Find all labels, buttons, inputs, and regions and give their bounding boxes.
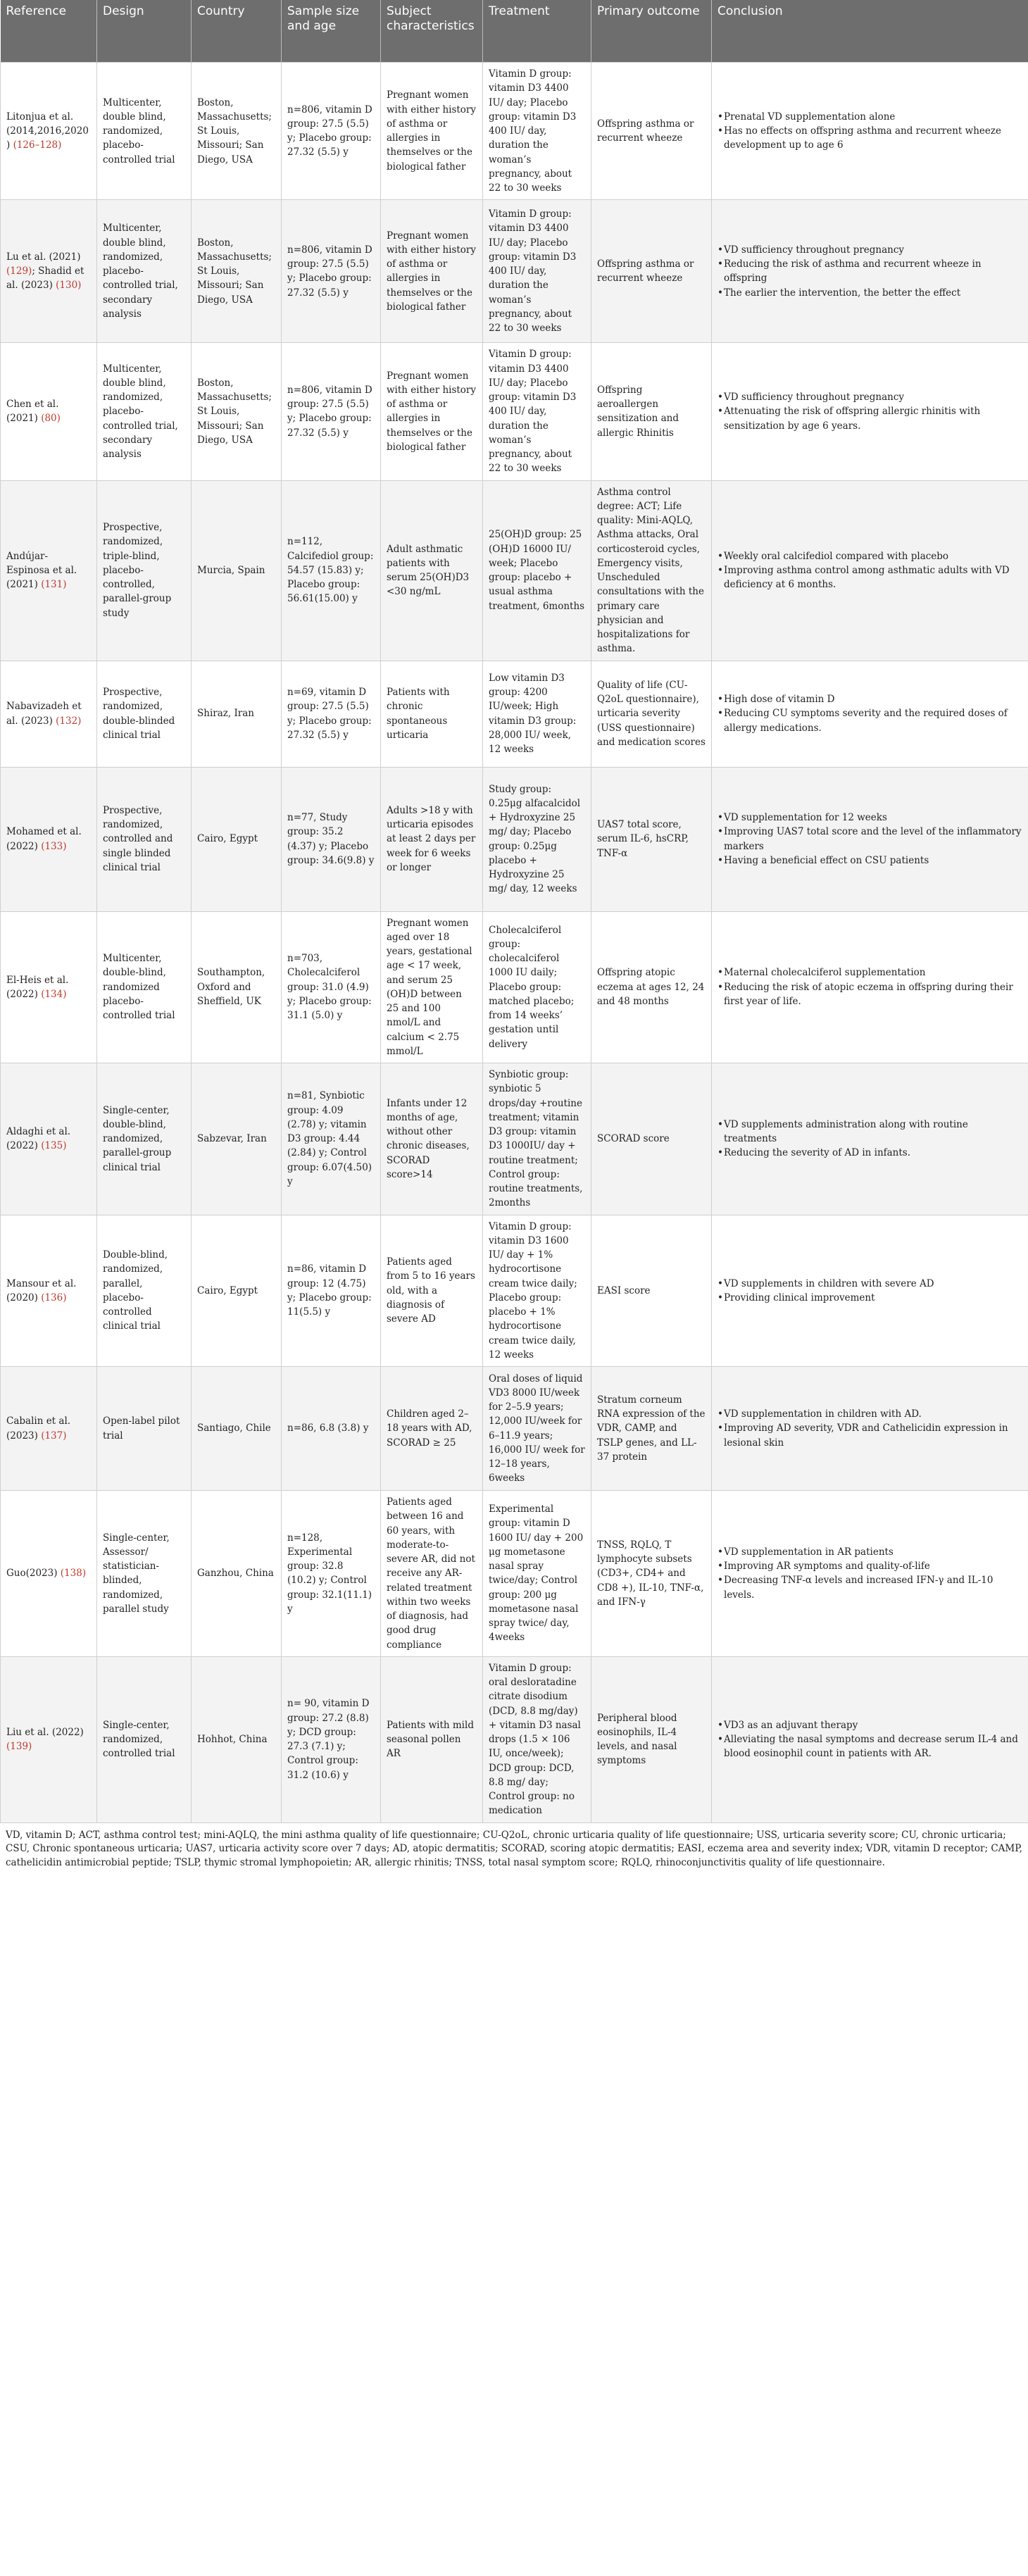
cell-design: Double-blind, randomized, parallel, placebo-controlled clinical trial	[97, 1215, 192, 1367]
reference-text: Cabalin et al. (2023)	[6, 1415, 71, 1442]
conclusion-item: • Reducing CU symptoms severity and the required doses of allergy medications.	[717, 706, 1022, 735]
cell-design: Open-label pilot trial	[97, 1367, 192, 1491]
conclusion-list	[717, 549, 1022, 592]
cell-outcome: Asthma control degree: ACT; Life quality: Mini-AQLQ, Asthma attacks, Oral corticosteroid cycles, Emergency visits, Unscheduled consultations with the primary care physician and hospitalizations for asthma.	[591, 480, 712, 661]
cell-subjects: Patients with chronic spontaneous urticaria	[381, 661, 483, 767]
table-row	[1, 200, 1028, 343]
cell-outcome: Offspring atopic eczema at ages 12, 24 and 48 months	[591, 911, 712, 1063]
cell-outcome: Quality of life (CU-Q2oL questionnaire), urticaria severity (USS questionnaire) and medication scores	[591, 661, 712, 767]
cell-subjects: Pregnant women with either history of asthma or allergies in themselves or the biological father	[381, 63, 483, 200]
cell-country: Ganzhou, China	[192, 1491, 282, 1657]
cell-subjects: Pregnant women aged over 18 years, gestational age < 17 week, and serum 25 (OH)D between 25 and 100 nmol/L and calcium < 2.75 mmol/L	[381, 911, 483, 1063]
cell-treatment: Vitamin D group: vitamin D3 4400 IU/ day; Placebo group: vitamin D3 400 IU/ day, duration the woman’s pregnancy, about 22 to 30 weeks	[483, 63, 591, 200]
cell-subjects: Infants under 12 months of age, without other chronic diseases, SCORAD score>14	[381, 1063, 483, 1215]
cell-conclusion	[712, 1215, 1028, 1367]
cell-design: Multicenter, double-blind, randomized placebo-controlled trial	[97, 911, 192, 1063]
table-row	[1, 767, 1028, 911]
table-row	[1, 480, 1028, 661]
cell-country: Santiago, Chile	[192, 1367, 282, 1491]
header-row	[1, 0, 1028, 63]
conclusion-item: • Weekly oral calcifediol compared with placebo	[717, 549, 1022, 563]
cell-subjects: Adult asthmatic patients with serum 25(OH)D3 <30 ng/mL	[381, 480, 483, 661]
reference-link[interactable]: (138)	[60, 1568, 87, 1580]
cell-conclusion	[712, 1656, 1028, 1822]
cell-reference	[1, 1656, 97, 1822]
cell-reference	[1, 1215, 97, 1367]
table-row	[1, 63, 1028, 200]
conclusion-list	[717, 811, 1022, 868]
cell-reference	[1, 1367, 97, 1491]
cell-country: Sabzevar, Iran	[192, 1063, 282, 1215]
reference-text: ; Shadid et al. (2023)	[6, 265, 84, 292]
cell-conclusion	[712, 63, 1028, 200]
cell-outcome: Peripheral blood eosinophils, IL-4 levels, and nasal symptoms	[591, 1656, 712, 1822]
reference-link[interactable]: (133)	[41, 840, 67, 852]
reference-link[interactable]: (131)	[41, 579, 67, 591]
cell-design: Single-center, randomized, controlled trial	[97, 1656, 192, 1822]
cell-subjects: Pregnant women with either history of asthma or allergies in themselves or the biological father	[381, 200, 483, 343]
conclusion-item: • Improving UAS7 total score and the level of the inflammatory markers	[717, 825, 1022, 854]
conclusion-item: • VD sufficiency throughout pregnancy	[717, 390, 1022, 404]
table-row	[1, 1215, 1028, 1367]
cell-outcome: Stratum corneum RNA expression of the VDR, CAMP, and TSLP genes, and LL-37 protein	[591, 1367, 712, 1491]
table-row	[1, 1063, 1028, 1215]
conclusion-list	[717, 1718, 1022, 1761]
conclusion-item: • High dose of vitamin D	[717, 692, 1022, 706]
conclusion-item: • Maternal cholecalciferol supplementation	[717, 965, 1022, 980]
cell-conclusion	[712, 343, 1028, 480]
cell-country: Southampton, Oxford and Sheffield, UK	[192, 911, 282, 1063]
conclusion-list	[717, 1277, 1022, 1306]
conclusion-list	[717, 1545, 1022, 1602]
cell-sample: n=69, vitamin D group: 27.5 (5.5) y; Placebo group: 27.32 (5.5) y	[282, 661, 381, 767]
cell-conclusion	[712, 200, 1028, 343]
conclusion-item: • Providing clinical improvement	[717, 1291, 1022, 1305]
cell-treatment: Vitamin D group: vitamin D3 4400 IU/ day; Placebo group: vitamin D3 400 IU/ day, duration the woman’s pregnancy, about 22 to 30 weeks	[483, 343, 591, 480]
conclusion-item: • Improving AR symptoms and quality-of-life	[717, 1559, 1022, 1573]
header-sample: Sample size and age	[282, 0, 381, 63]
reference-link[interactable]: (126–128)	[13, 139, 62, 151]
cell-treatment: Low vitamin D3 group: 4200 IU/week; High vitamin D3 group: 28,000 IU/ week, 12 weeks	[483, 661, 591, 767]
reference-text: Lu et al. (2021)	[6, 251, 81, 263]
conclusion-list	[717, 390, 1022, 433]
reference-link[interactable]: (130)	[56, 280, 82, 292]
cell-treatment: 25(OH)D group: 25 (OH)D 16000 IU/ week; Placebo group: placebo + usual asthma treatment, 6months	[483, 480, 591, 661]
cell-reference	[1, 767, 97, 911]
cell-outcome: EASI score	[591, 1215, 712, 1367]
conclusion-item: • Alleviating the nasal symptoms and decrease serum IL-4 and blood eosinophil count in patients with AR.	[717, 1732, 1022, 1761]
conclusion-item: • VD supplements administration along with routine treatments	[717, 1118, 1022, 1146]
conclusion-item: • VD sufficiency throughout pregnancy	[717, 243, 1022, 257]
reference-text: Aldaghi et al. (2022)	[6, 1126, 71, 1152]
cell-conclusion	[712, 1367, 1028, 1491]
footnote: VD, vitamin D; ACT, asthma control test; mini-AQLQ, the mini asthma quality of life questionnaire; CU-Q2oL, chronic urticaria quality of life questionnaire; USS, urticaria severity score; CU, chronic urticaria; CSU, Chronic spontaneous urticaria; UAS7, urticaria activity score over 7 days; AD, atopic dermatitis; SCORAD, scoring atopic dermatitis; EASI, eczema area and severity index; VDR, vitamin D receptor; CAMP, cathelicidin antimicrobial peptide; TSLP, thymic stromal lymphopoietin; AR, allergic rhinitis; TNSS, total nasal symptom score; RQLQ, rhinoconjunctivitis quality of life questionnaire.	[6, 1829, 1022, 1868]
cell-reference	[1, 480, 97, 661]
conclusion-item: • VD supplements in children with severe AD	[717, 1277, 1022, 1291]
conclusion-list	[717, 965, 1022, 1008]
cell-design: Multicenter, double blind, randomized, placebo-controlled trial	[97, 63, 192, 200]
table-row	[1, 661, 1028, 767]
cell-country: Cairo, Egypt	[192, 767, 282, 911]
cell-reference	[1, 1063, 97, 1215]
conclusion-item: • Decreasing TNF-α levels and increased IFN-γ and IL-10 levels.	[717, 1573, 1022, 1602]
cell-conclusion	[712, 1491, 1028, 1657]
conclusion-item: • Reducing the severity of AD in infants.	[717, 1146, 1022, 1160]
cell-conclusion	[712, 480, 1028, 661]
conclusion-item: • Prenatal VD supplementation alone	[717, 110, 1022, 124]
cell-subjects: Patients aged between 16 and 60 years, with moderate-to-severe AR, did not receive any AR-related treatment within two weeks of diagnosis, had good drug compliance	[381, 1491, 483, 1657]
cell-treatment: Vitamin D group: vitamin D3 1600 IU/ day + 1% hydrocortisone cream twice daily; Placebo group: placebo + 1% hydrocortisone cream twice daily, 12 weeks	[483, 1215, 591, 1367]
cell-treatment: Study group: 0.25μg alfacalcidol + Hydroxyzine 25 mg/ day; Placebo group: 0.25μg placebo + Hydroxyzine 25 mg/ day, 12 weeks	[483, 767, 591, 911]
conclusion-item: • Improving AD severity, VDR and Cathelicidin expression in lesional skin	[717, 1421, 1022, 1450]
reference-text: El-Heis et al. (2022)	[6, 974, 69, 1000]
cell-treatment: Vitamin D group: vitamin D3 4400 IU/ day; Placebo group: vitamin D3 400 IU/ day, duration the woman’s pregnancy, about 22 to 30 weeks	[483, 200, 591, 343]
cell-conclusion	[712, 1063, 1028, 1215]
cell-treatment: Experimental group: vitamin D 1600 IU/ day + 200 μg mometasone nasal spray twice/day; Control group: 200 μg mometasone nasal spray twice/ day, 4weeks	[483, 1491, 591, 1657]
cell-outcome: Offspring aeroallergen sensitization and allergic Rhinitis	[591, 343, 712, 480]
conclusion-item: • Reducing the risk of atopic eczema in offspring during their first year of life.	[717, 980, 1022, 1009]
table-row	[1, 343, 1028, 480]
conclusion-item: • VD3 as an adjuvant therapy	[717, 1718, 1022, 1732]
reference-text: Andújar-Espinosa et al. (2021)	[6, 550, 77, 591]
cell-treatment: Synbiotic group: synbiotic 5 drops/day +routine treatment; vitamin D3 group: vitamin D3 1000IU/ day + routine treatment; Control group: routine treatments, 2months	[483, 1063, 591, 1215]
cell-country: Boston, Massachusetts; St Louis, Missouri; San Diego, USA	[192, 343, 282, 480]
cell-sample: n=128, Experimental group: 32.8 (10.2) y; Control group: 32.1(11.1) y	[282, 1491, 381, 1657]
cell-outcome: SCORAD score	[591, 1063, 712, 1215]
reference-text: Guo(2023)	[6, 1568, 58, 1580]
cell-design: Multicenter, double blind, randomized, placebo-controlled trial, secondary analysis	[97, 343, 192, 480]
cell-country: Shiraz, Iran	[192, 661, 282, 767]
cell-subjects: Patients with mild seasonal pollen AR	[381, 1656, 483, 1822]
cell-subjects: Children aged 2–18 years with AD, SCORAD ≥ 25	[381, 1367, 483, 1491]
header-conclusion: Conclusion	[712, 0, 1028, 63]
header-country: Country	[192, 0, 282, 63]
cell-reference	[1, 343, 97, 480]
cell-outcome: Offspring asthma or recurrent wheeze	[591, 200, 712, 343]
cell-country: Boston, Massachusetts; St Louis, Missouri; San Diego, USA	[192, 200, 282, 343]
reference-text: Liu et al. (2022)	[6, 1726, 84, 1738]
cell-treatment: Vitamin D group: oral desloratadine citrate disodium (DCD, 8.8 mg/day) + vitamin D3 nasal drops (1.5 × 106 IU, once/week); DCD group: DCD, 8.8 mg/ day; Control group: no medication	[483, 1656, 591, 1822]
cell-conclusion	[712, 767, 1028, 911]
reference-text: Chen et al. (2021)	[6, 399, 59, 425]
reference-text: Mansour et al. (2020)	[6, 1277, 77, 1303]
cell-design: Prospective, randomized, controlled and single blinded clinical trial	[97, 767, 192, 911]
cell-sample: n=77, Study group: 35.2 (4.37) y; Placebo group: 34.6(9.8) y	[282, 767, 381, 911]
reference-link[interactable]: (136)	[41, 1292, 67, 1303]
reference-text: Litonjua et al. (2014,2016,2020)	[6, 111, 89, 151]
cell-design: Prospective, randomized, triple-blind, placebo-controlled, parallel-group study	[97, 480, 192, 661]
cell-reference	[1, 200, 97, 343]
header-outcome: Primary outcome	[591, 0, 712, 63]
table-row	[1, 1367, 1028, 1491]
reference-link[interactable]: (134)	[41, 988, 67, 1000]
table-row	[1, 1491, 1028, 1657]
conclusion-item: • Improving asthma control among asthmatic adults with VD deficiency at 6 months.	[717, 563, 1022, 592]
conclusion-item: • Reducing the risk of asthma and recurrent wheeze in offspring	[717, 257, 1022, 286]
cell-design: Multicenter, double blind, randomized, placebo-controlled trial, secondary analysis	[97, 200, 192, 343]
conclusion-list	[717, 1407, 1022, 1450]
cell-conclusion	[712, 661, 1028, 767]
reference-text: Mohamed et al. (2022)	[6, 826, 82, 852]
cell-treatment: Cholecalciferol group: cholecalciferol 1000 IU daily; Placebo group: matched placebo; from 14 weeks’ gestation until delivery	[483, 911, 591, 1063]
cell-sample: n=806, vitamin D group: 27.5 (5.5) y; Placebo group: 27.32 (5.5) y	[282, 63, 381, 200]
conclusion-list	[717, 110, 1022, 153]
conclusion-item: • Has no effects on offspring asthma and recurrent wheeze development up to age 6	[717, 124, 1022, 153]
header-design: Design	[97, 0, 192, 63]
reference-link[interactable]: (135)	[41, 1140, 67, 1152]
cell-design: Prospective, randomized, double-blinded clinical trial	[97, 661, 192, 767]
cell-conclusion	[712, 911, 1028, 1063]
header-subjects: Subject characteristics	[381, 0, 483, 63]
cell-treatment: Oral doses of liquid VD3 8000 IU/week for 2–5.9 years; 12,000 IU/week for 6–11.9 years; 16,000 IU/ week for 12–18 years, 6weeks	[483, 1367, 591, 1491]
cell-subjects: Pregnant women with either history of asthma or allergies in themselves or the biological father	[381, 343, 483, 480]
cell-sample: n=806, vitamin D group: 27.5 (5.5) y; Placebo group: 27.32 (5.5) y	[282, 200, 381, 343]
table-row	[1, 1656, 1028, 1822]
conclusion-item: • VD supplementation in AR patients	[717, 1545, 1022, 1559]
cell-sample: n=86, vitamin D group: 12 (4.75) y; Placebo group: 11(5.5) y	[282, 1215, 381, 1367]
cell-outcome: TNSS, RQLQ, T lymphocyte subsets (CD3+, CD4+ and CD8 +), IL-10, TNF-α, and IFN-γ	[591, 1491, 712, 1657]
cell-sample: n=81, Synbiotic group: 4.09 (2.78) y; vitamin D3 group: 4.44 (2.84) y; Control group: 6.07(4.50) y	[282, 1063, 381, 1215]
cell-subjects: Patients aged from 5 to 16 years old, with a diagnosis of severe AD	[381, 1215, 483, 1367]
cell-reference	[1, 661, 97, 767]
cell-sample: n= 90, vitamin D group: 27.2 (8.8) y; DCD group: 27.3 (7.1) y; Control group: 31.2 (10.6) y	[282, 1656, 381, 1822]
reference-link[interactable]: (137)	[41, 1430, 67, 1442]
cell-reference	[1, 1491, 97, 1657]
conclusion-list	[717, 692, 1022, 735]
cell-reference	[1, 911, 97, 1063]
cell-country: Hohhot, China	[192, 1656, 282, 1822]
conclusion-item: • The earlier the intervention, the better the effect	[717, 286, 1022, 300]
conclusion-list	[717, 1118, 1022, 1161]
cell-outcome: UAS7 total score, serum IL-6, hsCRP, TNF-α	[591, 767, 712, 911]
reference-text: Nabavizadeh et al. (2023)	[6, 701, 82, 727]
cell-outcome: Offspring asthma or recurrent wheeze	[591, 63, 712, 200]
conclusion-list	[717, 243, 1022, 300]
reference-link[interactable]: (139)	[6, 1741, 32, 1753]
table-body	[1, 63, 1028, 1823]
cell-reference	[1, 63, 97, 200]
cell-sample: n=112, Calcifediol group: 54.57 (15.83) y; Placebo group: 56.61(15.00) y	[282, 480, 381, 661]
cell-sample: n=703, Cholecalciferol group: 31.0 (4.9) y; Placebo group: 31.1 (5.0) y	[282, 911, 381, 1063]
cell-country: Cairo, Egypt	[192, 1215, 282, 1367]
conclusion-item: • VD supplementation for 12 weeks	[717, 811, 1022, 825]
cell-sample: n=86, 6.8 (3.8) y	[282, 1367, 381, 1491]
cell-sample: n=806, vitamin D group: 27.5 (5.5) y; Placebo group: 27.32 (5.5) y	[282, 343, 381, 480]
conclusion-item: • Attenuating the risk of offspring allergic rhinitis with sensitization by age 6 years.	[717, 404, 1022, 433]
reference-link[interactable]: (80)	[41, 413, 61, 425]
cell-design: Single-center, double-blind, randomized, parallel-group clinical trial	[97, 1063, 192, 1215]
reference-link[interactable]: (132)	[56, 715, 82, 727]
cell-country: Boston, Massachusetts; St Louis, Missouri; San Diego, USA	[192, 63, 282, 200]
reference-link[interactable]: (129)	[6, 265, 32, 277]
header-treatment: Treatment	[483, 0, 591, 63]
table-row	[1, 911, 1028, 1063]
cell-design: Single-center, Assessor/ statistician-blinded, randomized, parallel study	[97, 1491, 192, 1657]
conclusion-item: • Having a beneficial effect on CSU patients	[717, 854, 1022, 868]
cell-country: Murcia, Spain	[192, 480, 282, 661]
cell-subjects: Adults >18 y with urticaria episodes at least 2 days per week for 6 weeks or longer	[381, 767, 483, 911]
table-header	[1, 0, 1028, 63]
conclusion-item: • VD supplementation in children with AD.	[717, 1407, 1022, 1421]
header-reference: Reference	[1, 0, 97, 63]
